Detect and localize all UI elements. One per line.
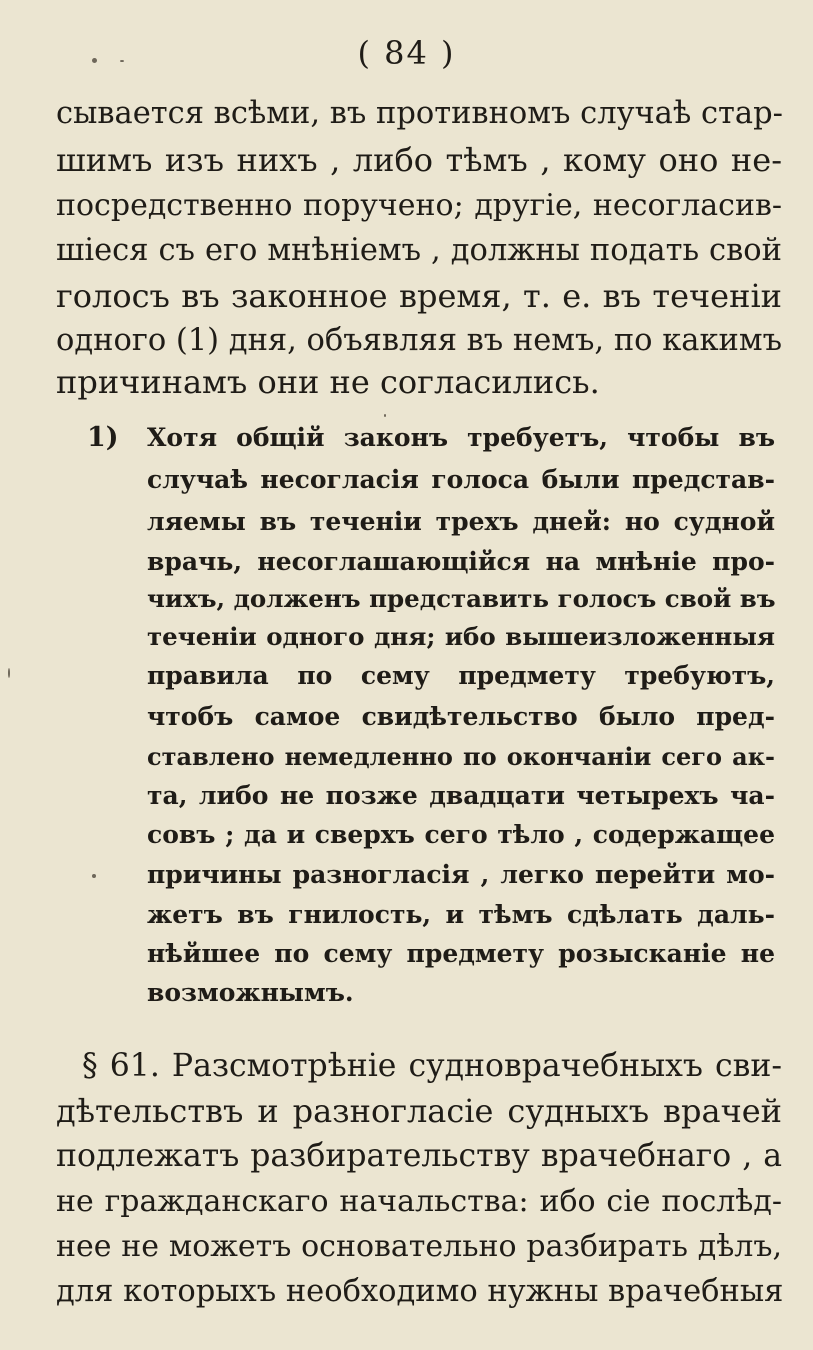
ink-speck bbox=[92, 874, 96, 878]
ink-speck bbox=[384, 414, 386, 417]
footnote-line: ставлено немедленно по окончаніи сего ак- bbox=[147, 742, 775, 771]
footnote-line: теченіи одного дня; ибо вышеизложенныя bbox=[147, 622, 775, 651]
footnote-line: Хотя общій законъ требуетъ, чтобы въ bbox=[147, 423, 775, 452]
page-number: ( 84 ) bbox=[357, 34, 456, 72]
ink-speck bbox=[8, 668, 10, 678]
section-line: дѣтельствъ и разногласіе судныхъ врачей bbox=[56, 1092, 782, 1130]
body-line: шимъ изъ нихъ , либо тѣмъ , кому оно не- bbox=[56, 141, 782, 179]
footnote-line: совъ ; да и сверхъ сего тѣло , содержащее bbox=[147, 820, 775, 849]
body-line: сывается всѣми, въ противномъ случаѣ стар- bbox=[56, 96, 783, 131]
footnote-line: возможнымъ. bbox=[147, 978, 354, 1007]
footnote-line: ляемы въ теченіи трехъ дней: но судной bbox=[147, 507, 775, 536]
footnote-line: причины разногласія , легко перейти мо- bbox=[147, 860, 775, 889]
footnote-line: чтобъ самое свидѣтельство было пред- bbox=[147, 702, 775, 731]
body-line: голосъ въ законное время, т. е. въ теченіи bbox=[56, 277, 782, 315]
footnote-line: врачь, несоглашающійся на мнѣніе про- bbox=[147, 547, 775, 576]
section-line: для которыхъ необходимо нужны врачебныя bbox=[56, 1274, 784, 1309]
footnote-line: жетъ въ гнилость, и тѣмъ сдѣлать даль- bbox=[147, 900, 775, 929]
footnote-line: та, либо не позже двадцати четырехъ ча- bbox=[147, 781, 775, 810]
body-line: одного (1) дня, объявляя въ немъ, по какимъ bbox=[56, 323, 782, 358]
section-heading-line: § 61. Разсмотрѣніе судноврачебныхъ сви- bbox=[82, 1048, 782, 1084]
body-line: причинамъ они не согласились. bbox=[56, 363, 600, 401]
body-line: посредственно поручено; другіе, несогласив- bbox=[56, 188, 782, 223]
section-line: нее не можетъ основательно разбирать дѣлъ, bbox=[56, 1229, 782, 1264]
footnote-line: чихъ, долженъ представить голосъ свой въ bbox=[147, 584, 776, 613]
body-line: шіеся съ его мнѣніемъ , должны подать свой bbox=[56, 233, 782, 268]
footnote-marker: 1) bbox=[87, 422, 119, 453]
section-line: подлежатъ разбирательству врачебнаго , а bbox=[56, 1138, 782, 1174]
footnote-line: нѣйшее по сему предмету розысканіе не bbox=[147, 939, 775, 968]
footnote-line: случаѣ несогласія голоса были представ- bbox=[147, 465, 775, 494]
section-line: не гражданскаго начальства: ибо сіе послѣд- bbox=[56, 1184, 782, 1219]
footnote-line: правила по сему предмету требуютъ, bbox=[147, 661, 775, 690]
